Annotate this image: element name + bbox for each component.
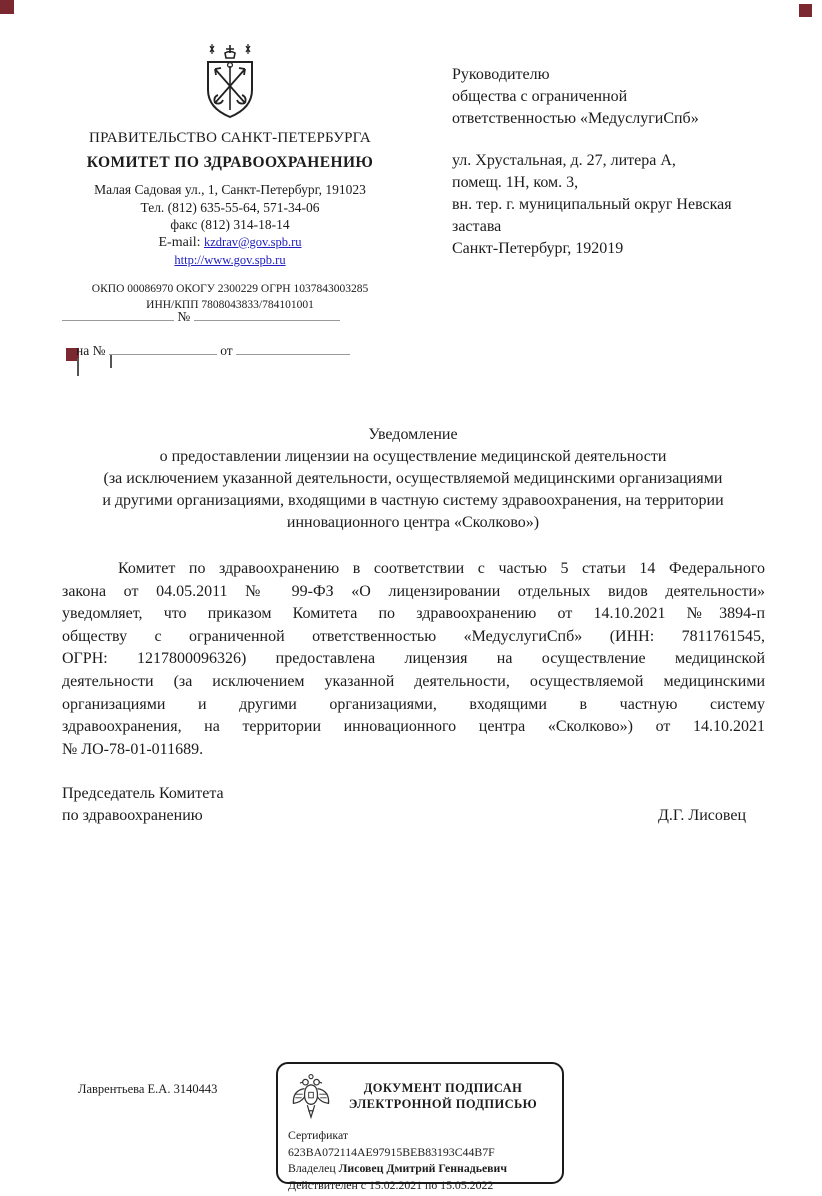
signer-position-line1: Председатель Комитета	[62, 785, 224, 802]
signer-name: Д.Г. Лисовец	[658, 807, 746, 824]
reply-to-number-line	[76, 342, 350, 359]
title-line: инновационного центра «Сколково»)	[286, 514, 540, 531]
spb-coat-of-arms-icon	[201, 40, 259, 124]
number-sign: №	[177, 309, 191, 324]
body-line: Комитет по здравоохранению в соответствии с частью 5 статьи 14 Федерального	[118, 560, 765, 577]
body-line: обществу с ограниченной ответственностью «МедуслугиСпб» (ИНН: 7811761545,	[62, 627, 765, 645]
recipient-block	[452, 64, 792, 260]
document-title	[50, 424, 776, 534]
date-blank-field	[62, 308, 174, 321]
electronic-signature-stamp	[276, 1062, 564, 1192]
stamp-owner-label: Владелец	[288, 1161, 336, 1175]
stamp-certificate: Сертификат 623BA072114AE97915BEB83193C44B7F	[288, 1128, 495, 1159]
recipient-address-line: вн. тер. г. муниципальный округ Невская	[452, 196, 732, 213]
registry-codes-line2: ИНН/КПП 7808043833/784101001	[146, 298, 314, 311]
recipient-address-line: застава	[452, 218, 502, 235]
body-line: деятельности (за исключением указанной деятельности, осуществляемой медицинскими	[62, 672, 765, 690]
letterhead-fax: факс (812) 314-18-14	[170, 217, 290, 232]
letterhead	[62, 40, 398, 313]
recipient-address-line: ул. Хрустальная, д. 27, литера А,	[452, 152, 676, 169]
body-line: уведомляет, что приказом Комитета по здравоохранению от 14.10.2021 №3894-п	[62, 605, 765, 623]
form-tick-left	[77, 358, 79, 376]
body-line: здравоохранения, на территории инновационного центра «Сколково») от 14.10.2021	[62, 718, 765, 736]
signer-position-line2: по здравоохранению	[62, 807, 203, 824]
on-number-label: на №	[76, 343, 106, 358]
committee-name: КОМИТЕТ ПО ЗДРАВООХРАНЕНИЮ	[86, 154, 374, 171]
double-eagle-icon	[288, 1072, 334, 1120]
title-line: Уведомление	[368, 426, 458, 443]
stamp-owner-line	[288, 1160, 552, 1177]
outgoing-number-line	[62, 308, 398, 325]
stamp-owner-name: Лисовец Дмитрий Геннадьевич	[338, 1161, 507, 1175]
reply-number-blank-field	[109, 342, 217, 355]
recipient-line: ответственностью «МедуслугиСпб»	[452, 110, 699, 127]
recipient-line: общества с ограниченной	[452, 88, 628, 105]
recipient-line: Руководителю	[452, 66, 550, 83]
body-line: № ЛО-78-01-011689.	[62, 740, 204, 758]
stamp-validity: Действителен с 15.02.2021 по 15.05.2022	[288, 1177, 494, 1192]
recipient-address-line: помещ. 1Н, ком. 3,	[452, 174, 579, 191]
letterhead-phone: Тел. (812) 635-55-64, 571-34-06	[140, 199, 320, 215]
executor-contact: Лаврентьева Е.А. 3140443	[78, 1082, 218, 1096]
form-tick-right	[110, 355, 112, 368]
website-link[interactable]: http://www.gov.spb.ru	[174, 253, 286, 267]
title-line: и другими организациями, входящими в частную систему здравоохранения, на территории	[102, 492, 724, 509]
body-line: ОГРН: 1217800096326) предоставлена лицензия на осуществление медицинской	[62, 650, 765, 668]
letterhead-address: Малая Садовая ул., 1, Санкт-Петербург, 191023	[94, 182, 366, 197]
number-blank-field	[194, 308, 340, 321]
registry-codes-line1: ОКПО 00086970 ОКОГУ 2300229 ОГРН 1037843003285	[91, 283, 369, 295]
corner-mark-top-right	[799, 4, 812, 17]
from-label: от	[220, 343, 233, 358]
recipient-address-line: Санкт-Петербург, 192019	[452, 240, 624, 257]
body-paragraph	[62, 558, 765, 761]
stamp-header-line2: ЭЛЕКТРОННОЙ ПОДПИСЬЮ	[348, 1097, 538, 1111]
reply-date-blank-field	[236, 342, 350, 355]
email-link[interactable]: kzdrav@gov.spb.ru	[204, 234, 302, 249]
title-line: (за исключением указанной деятельности, осуществляемой медицинскими организациями	[103, 470, 723, 487]
signature-block	[62, 783, 746, 827]
email-label: E-mail:	[158, 234, 201, 250]
body-line: закона от 04.05.2011 № 99-ФЗ «О лицензировании отдельных видов деятельности»	[62, 582, 765, 600]
corner-mark-top-left	[0, 0, 14, 14]
body-line: организациями и другими организациями, входящими в частную систему	[62, 695, 765, 713]
stamp-header-line1: ДОКУМЕНТ ПОДПИСАН	[363, 1081, 523, 1095]
government-name: ПРАВИТЕЛЬСТВО САНКТ-ПЕТЕРБУРГА	[89, 130, 371, 146]
title-line: о предоставлении лицензии на осуществление медицинской деятельности	[159, 448, 667, 465]
